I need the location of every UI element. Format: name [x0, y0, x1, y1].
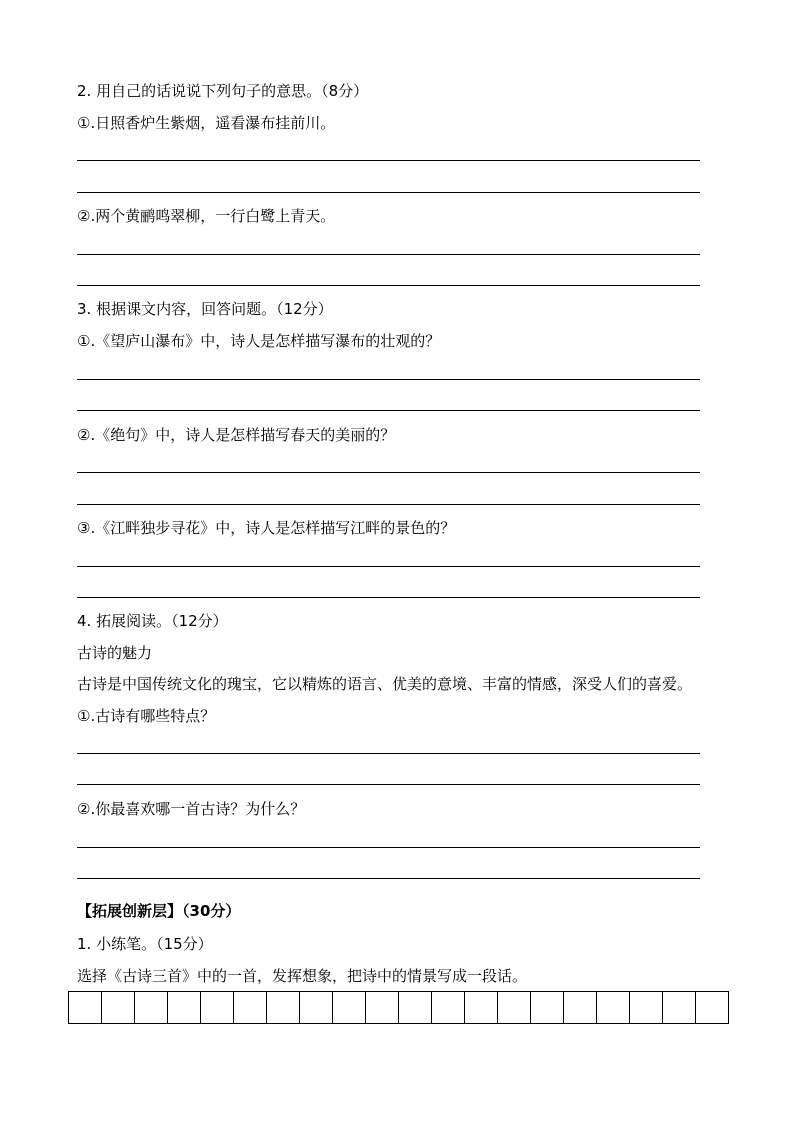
section-heading-main: 【拓展创新层】 — [77, 902, 183, 920]
q3-item-1: ①.《望庐山瀑布》中，诗人是怎样描写瀑布的壮观的？ — [77, 332, 441, 350]
section-heading-score: （30分） — [182, 902, 241, 920]
answer-line[interactable] — [77, 254, 700, 255]
q4-title: 4. 拓展阅读。（12分） — [77, 612, 228, 630]
grid-cell[interactable] — [597, 992, 630, 1024]
answer-line[interactable] — [77, 784, 700, 785]
q3-item-3: ③.《江畔独步寻花》中，诗人是怎样描写江畔的景色的？ — [77, 519, 456, 537]
q4-item-1: ①.古诗有哪些特点？ — [77, 707, 216, 725]
answer-line[interactable] — [77, 597, 700, 598]
passage-title: 古诗的魅力 — [77, 644, 153, 662]
grid-cell[interactable] — [201, 992, 234, 1024]
answer-line[interactable] — [77, 566, 700, 567]
writing-grid[interactable] — [68, 991, 729, 1024]
grid-cell[interactable] — [300, 992, 333, 1024]
q2-item-1: ①.日照香炉生紫烟，遥看瀑布挂前川。 — [77, 114, 336, 132]
grid-cell[interactable] — [333, 992, 366, 1024]
answer-line[interactable] — [77, 379, 700, 380]
grid-cell[interactable] — [168, 992, 201, 1024]
grid-cell[interactable] — [234, 992, 267, 1024]
q3-item-2: ②.《绝句》中，诗人是怎样描写春天的美丽的？ — [77, 426, 396, 444]
answer-line[interactable] — [77, 472, 700, 473]
answer-line[interactable] — [77, 160, 700, 161]
passage-text: 古诗是中国传统文化的瑰宝，它以精炼的语言、优美的意境、丰富的情感，深受人们的喜爱。 — [77, 675, 693, 693]
grid-cell[interactable] — [135, 992, 168, 1024]
grid-cell[interactable] — [267, 992, 300, 1024]
grid-cell[interactable] — [399, 992, 432, 1024]
answer-line[interactable] — [77, 285, 700, 286]
grid-cell[interactable] — [696, 992, 729, 1024]
grid-cell[interactable] — [432, 992, 465, 1024]
grid-cell[interactable] — [465, 992, 498, 1024]
answer-line[interactable] — [77, 504, 700, 505]
answer-line[interactable] — [77, 847, 700, 848]
grid-cell[interactable] — [531, 992, 564, 1024]
s1-instruction: 选择《古诗三首》中的一首，发挥想象，把诗中的情景写成一段话。 — [77, 967, 528, 985]
grid-cell[interactable] — [102, 992, 135, 1024]
q2-item-2: ②.两个黄鹂鸣翠柳，一行白鹭上青天。 — [77, 207, 336, 225]
q2-title: 2. 用自己的话说说下列句子的意思。（8分） — [77, 82, 369, 100]
grid-cell[interactable] — [498, 992, 531, 1024]
grid-cell[interactable] — [630, 992, 663, 1024]
answer-line[interactable] — [77, 410, 700, 411]
grid-cell[interactable] — [663, 992, 696, 1024]
answer-line[interactable] — [77, 192, 700, 193]
grid-cell[interactable] — [366, 992, 399, 1024]
grid-cell[interactable] — [69, 992, 102, 1024]
answer-line[interactable] — [77, 753, 700, 754]
q4-item-2: ②.你最喜欢哪一首古诗？为什么？ — [77, 800, 306, 818]
grid-cell[interactable] — [564, 992, 597, 1024]
answer-line[interactable] — [77, 878, 700, 879]
q3-title: 3. 根据课文内容，回答问题。（12分） — [77, 300, 333, 318]
section-heading — [77, 902, 240, 920]
s1-title: 1. 小练笔。（15分） — [77, 935, 213, 953]
